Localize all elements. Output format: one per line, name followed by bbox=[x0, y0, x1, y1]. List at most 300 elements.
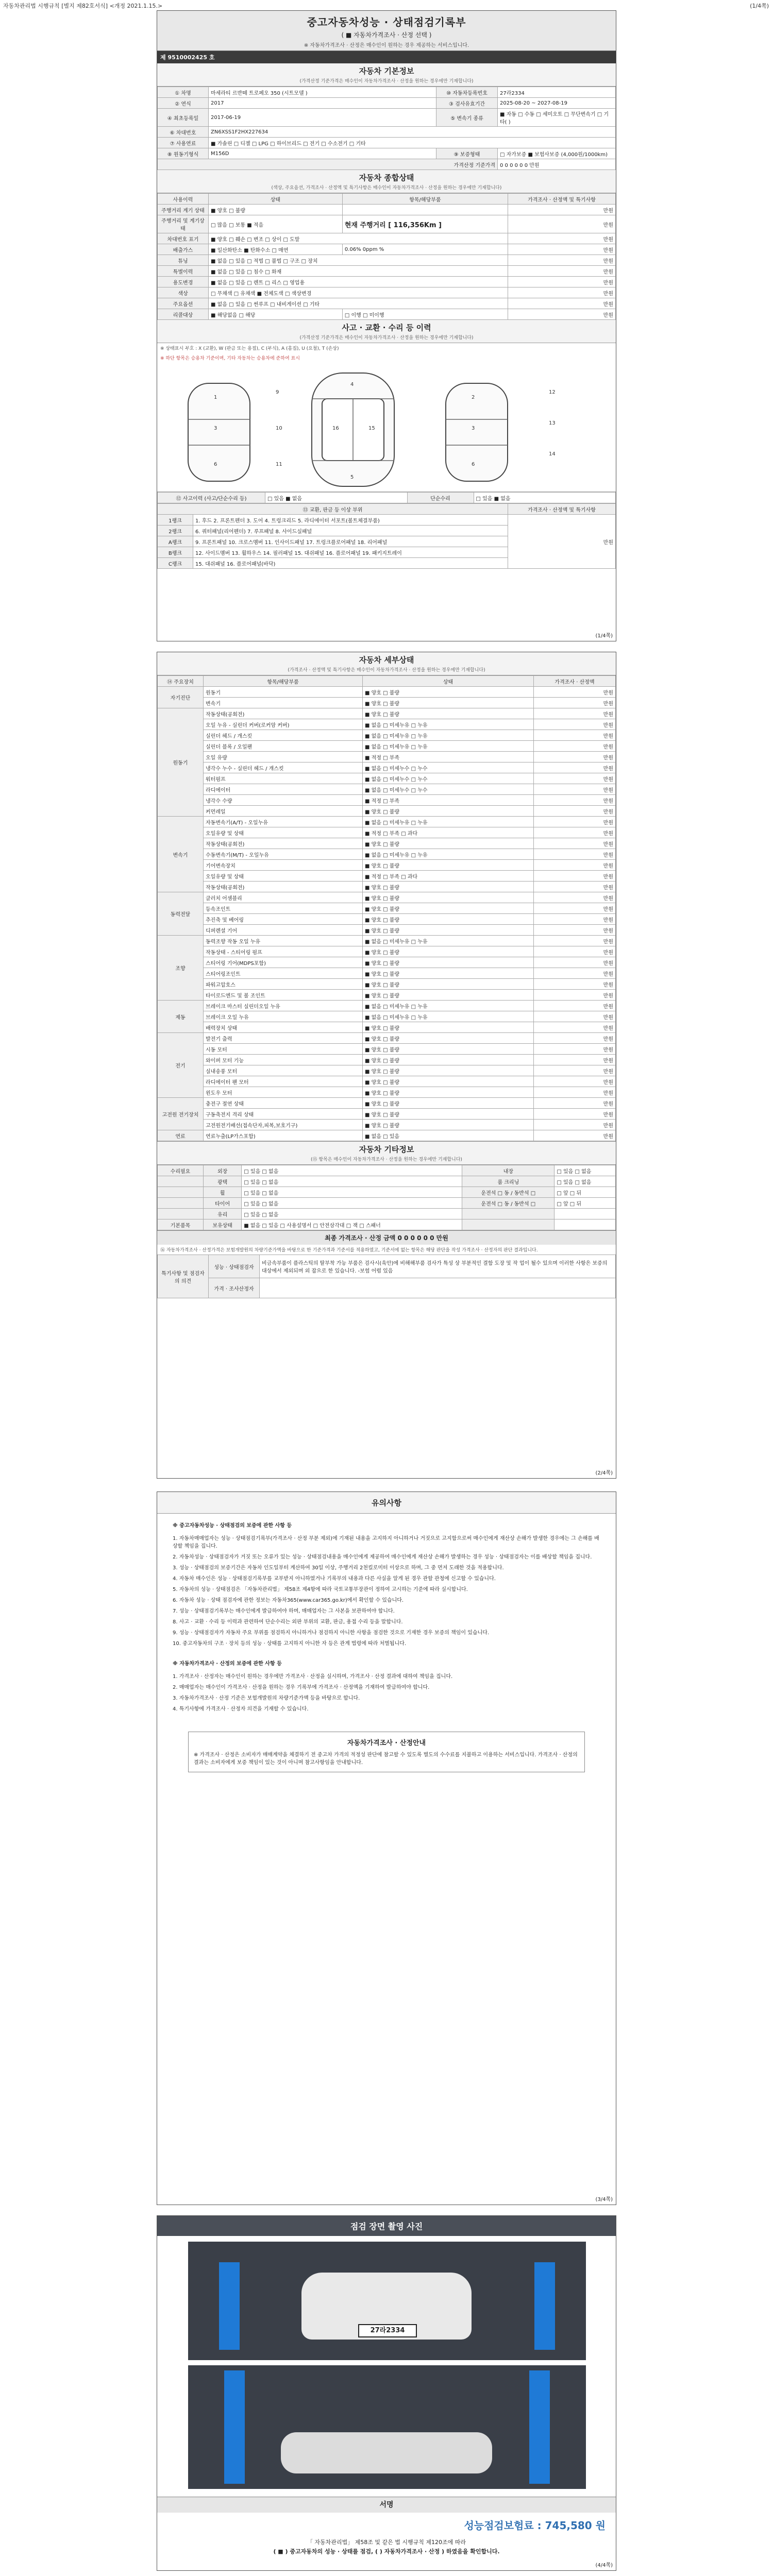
item-label: 오일유량 및 상태 bbox=[204, 827, 363, 838]
svg-text:5: 5 bbox=[350, 474, 354, 480]
other-cell bbox=[158, 1187, 204, 1198]
svg-text:2: 2 bbox=[472, 395, 475, 400]
item-label: 냉각수 누수 - 실린더 헤드 / 개스킷 bbox=[204, 762, 363, 773]
other-cell: □ 앞 □ 뒤 bbox=[554, 1198, 616, 1209]
value-inspection-validity: 2025-08-20 ~ 2027-08-19 bbox=[498, 98, 616, 109]
item-label: 스티어링조인트 bbox=[204, 968, 363, 979]
rank-label: 2랭크 bbox=[158, 526, 193, 536]
notice-item: 2. 자동차성능 · 상태점검자가 거짓 또는 오류가 있는 성능 · 상태점검내용을 매수인에게 제공하여 매수인에게 재산상 손해가 발생하는 경우 성능 · 상태점검자는 이를 배상할 책임을 집니다. bbox=[173, 1554, 592, 1560]
item-state: ■ 없음 □ 미세누유 □ 누유 bbox=[363, 730, 534, 741]
row-extra: 만원 bbox=[508, 287, 616, 298]
table-row bbox=[158, 1022, 616, 1033]
table-row bbox=[158, 708, 616, 719]
notice-item: 10. 중고자동차의 구조 · 장치 등의 성능 · 상태를 고지하지 아니한 자 등은 관계 법령에 따라 처벌됩니다. bbox=[173, 1641, 407, 1647]
row-label: 주행거리 계기 상태 bbox=[158, 205, 209, 215]
table-row bbox=[158, 266, 616, 277]
car-lifted-image bbox=[281, 2432, 492, 2473]
table-row bbox=[158, 277, 616, 287]
item-label: 실린더 헤드 / 개스킷 bbox=[204, 730, 363, 741]
svg-text:3: 3 bbox=[472, 426, 475, 431]
row-value: 0.06% 0ppm % bbox=[342, 244, 508, 255]
label-first-registration: ④ 최초등록일 bbox=[158, 109, 209, 127]
item-label: 작동상태 - 스티어링 펌프 bbox=[204, 946, 363, 957]
item-label: 브레이크 마스터 실린더오일 누유 bbox=[204, 1001, 363, 1011]
inspector-label: 성능 · 상태점검자 bbox=[209, 1255, 260, 1278]
insurance-fee: 성능점검보험료 : 745,580 원 bbox=[464, 2519, 606, 2532]
item-state: ■ 양호 □ 불량 bbox=[363, 903, 534, 914]
table-row bbox=[158, 936, 616, 946]
item-label: 수동변속기(M/T) - 오일누유 bbox=[204, 849, 363, 860]
table-row bbox=[158, 795, 616, 806]
item-state: ■ 양호 □ 불량 bbox=[363, 838, 534, 849]
item-label: 오일유량 및 상태 bbox=[204, 871, 363, 882]
form-notice: ※ 자동차가격조사 · 산정은 매수인이 원하는 경우 제공하는 서비스입니다. bbox=[304, 43, 469, 48]
other-title: 자동차 기타정보 bbox=[359, 1145, 414, 1154]
item-state: ■ 없음 □ 미세누유 □ 누유 bbox=[363, 1001, 534, 1011]
value-first-registration: 2017-06-19 bbox=[209, 109, 436, 127]
item-price: 만원 bbox=[534, 1120, 616, 1130]
label-year: ② 연식 bbox=[158, 98, 209, 109]
rank-label: 1랭크 bbox=[158, 515, 193, 526]
table-row bbox=[158, 957, 616, 968]
row-state: ■ 해당없음 □ 해당 bbox=[209, 309, 343, 320]
item-state: ■ 없음 □ 미세누유 □ 누유 bbox=[363, 1011, 534, 1022]
item-state: ■ 양호 □ 불량 bbox=[363, 1065, 534, 1076]
notice-item: 3. 자동차가격조사 · 산정 기준은 보험개발원의 차량기준가액 등을 바탕으로 합니다. bbox=[173, 1696, 360, 1701]
label-warranty: ⑨ 보증형태 bbox=[436, 148, 498, 159]
item-price: 만원 bbox=[534, 773, 616, 784]
basic-info-note: (가격산정 기준가격은 매수인이 자동차가격조사 · 산정을 원하는 경우에만 기재합니다) bbox=[299, 79, 474, 84]
item-label: 오일 누유 - 실린더 커버(로커암 커버) bbox=[204, 719, 363, 730]
item-price: 만원 bbox=[534, 1076, 616, 1087]
notice-body bbox=[157, 1514, 616, 1721]
item-label: 구동축전지 격리 상태 bbox=[204, 1109, 363, 1120]
svg-text:15: 15 bbox=[368, 426, 375, 431]
item-price: 만원 bbox=[534, 990, 616, 1001]
item-price: 만원 bbox=[534, 1001, 616, 1011]
other-cell: □ 있음 □ 없음 bbox=[242, 1209, 462, 1219]
row-extra: 만원 bbox=[508, 244, 616, 255]
parts-table bbox=[157, 503, 616, 569]
item-state: ■ 없음 □ 미세누유 □ 누유 bbox=[363, 741, 534, 752]
notice-subtitle-2: ※ 자동차가격조사 · 산정의 보증에 관한 사항 등 bbox=[173, 1661, 282, 1667]
table-row bbox=[158, 968, 616, 979]
item-label: 발전기 출력 bbox=[204, 1033, 363, 1044]
item-label: 동력조향 작동 오일 누유 bbox=[204, 936, 363, 946]
notice-list-1 bbox=[173, 1535, 600, 1648]
label-inspection-validity: ③ 검사유효기간 bbox=[436, 98, 498, 109]
table-row bbox=[158, 1055, 616, 1065]
summary-col-state: 상태 bbox=[209, 194, 343, 205]
accident-title: 사고 · 교환 · 수리 등 이력 bbox=[342, 323, 431, 332]
page-3 bbox=[157, 1492, 616, 2205]
special-notes-table bbox=[157, 1255, 616, 1298]
item-state: ■ 양호 □ 불량 bbox=[363, 698, 534, 708]
item-label: 충전구 절연 상태 bbox=[204, 1098, 363, 1109]
item-label: 작동상태(공회전) bbox=[204, 708, 363, 719]
row-extra: 만원 bbox=[508, 266, 616, 277]
table-row bbox=[158, 1109, 616, 1120]
item-label: 연료누출(LP가스포함) bbox=[204, 1130, 363, 1141]
appraisal-guide-box bbox=[188, 1732, 585, 1772]
item-price: 만원 bbox=[534, 849, 616, 860]
other-cell: □ 있음 □ 없음 bbox=[554, 1165, 616, 1176]
other-cell bbox=[158, 1209, 204, 1219]
other-cell bbox=[462, 1219, 554, 1230]
table-row bbox=[158, 979, 616, 990]
notice-item: 7. 성능 · 상태점검기록부는 매수인에게 발급하여야 하며, 매매업자는 그 사본을 보관하여야 합니다. bbox=[173, 1608, 395, 1614]
item-label: 파워고압호스 bbox=[204, 979, 363, 990]
page-number: (1/4쪽) bbox=[595, 633, 613, 639]
item-price: 만원 bbox=[534, 762, 616, 773]
other-cell bbox=[462, 1209, 554, 1219]
form-subtitle: ( ■ 자동차가격조사 · 산정 선택 ) bbox=[341, 31, 432, 39]
item-state: ■ 양호 □ 불량 bbox=[363, 1044, 534, 1055]
table-row bbox=[158, 762, 616, 773]
row-label: 차대번호 표기 bbox=[158, 233, 209, 244]
table-row bbox=[158, 1011, 616, 1022]
label-plate: ⑩ 자동차등록번호 bbox=[436, 87, 498, 98]
item-price: 만원 bbox=[534, 979, 616, 990]
row-state: ■ 없음 □ 있음 □ 썬루프 □ 내비게이션 □ 기타 bbox=[209, 298, 508, 309]
item-state: ■ 양호 □ 불량 bbox=[363, 957, 534, 968]
table-row bbox=[158, 773, 616, 784]
item-price: 만원 bbox=[534, 730, 616, 741]
table-row bbox=[158, 1033, 616, 1044]
other-cell: ■ 없음 □ 있음 □ 사용설명서 □ 안전삼각대 □ 잭 □ 스패너 bbox=[242, 1219, 462, 1230]
item-state: ■ 없음 □ 미세누수 □ 누수 bbox=[363, 773, 534, 784]
item-state: ■ 양호 □ 불량 bbox=[363, 1109, 534, 1120]
accident-history-table bbox=[157, 492, 616, 503]
item-price: 만원 bbox=[534, 795, 616, 806]
table-row bbox=[158, 298, 616, 309]
item-label: 오일 유량 bbox=[204, 752, 363, 762]
item-price: 만원 bbox=[534, 1033, 616, 1044]
item-state: ■ 양호 □ 불량 bbox=[363, 1098, 534, 1109]
basic-info-table bbox=[157, 87, 616, 170]
table-row bbox=[158, 1087, 616, 1098]
device-label: 제동 bbox=[158, 1001, 204, 1033]
table-row bbox=[158, 244, 616, 255]
row-extra: 만원 bbox=[508, 233, 616, 244]
value-year: 2017 bbox=[209, 98, 436, 109]
row-label: 주행거리 및 계기상태 bbox=[158, 215, 209, 233]
page-2 bbox=[157, 652, 616, 1479]
form-title: 중고자동차성능 · 상태점검기록부 bbox=[307, 16, 466, 28]
table-row bbox=[158, 871, 616, 882]
page-count: (1/4쪽) bbox=[750, 3, 769, 9]
item-state: ■ 양호 □ 불량 bbox=[363, 806, 534, 817]
summary-col-item: 항목/해당부품 bbox=[342, 194, 508, 205]
table-row bbox=[158, 205, 616, 215]
table-row bbox=[158, 215, 616, 233]
row-state: ■ 없음 □ 있음 □ 침수 □ 화재 bbox=[209, 266, 508, 277]
item-label: 브레이크 오일 누유 bbox=[204, 1011, 363, 1022]
notice-header bbox=[157, 1492, 616, 1514]
value-warranty: □ 자가보증 ■ 보험사보증 (4,000원/1000km) bbox=[498, 148, 616, 159]
detail-title: 자동차 세부상태 bbox=[359, 655, 414, 665]
other-cell: 외장 bbox=[204, 1165, 242, 1176]
svg-text:1: 1 bbox=[214, 395, 217, 400]
other-cell bbox=[554, 1219, 616, 1230]
item-state: ■ 양호 □ 불량 bbox=[363, 925, 534, 936]
value-plate: 27라2334 bbox=[498, 87, 616, 98]
table-row bbox=[158, 515, 616, 526]
item-state: ■ 양호 □ 불량 bbox=[363, 708, 534, 719]
rank-label: A랭크 bbox=[158, 536, 193, 547]
value-engine-type: M156D bbox=[209, 148, 436, 159]
table-row bbox=[158, 838, 616, 849]
summary-table bbox=[157, 193, 616, 320]
label-transmission: ⑤ 변속기 종류 bbox=[436, 109, 498, 127]
device-label: 고전원 전기장치 bbox=[158, 1098, 204, 1130]
svg-text:12: 12 bbox=[549, 389, 556, 395]
other-cell: □ 있음 □ 없음 bbox=[242, 1198, 462, 1209]
row-label: 배출가스 bbox=[158, 244, 209, 255]
notice-item: 1. 가격조사 · 산정자는 매수인이 원하는 경우에만 가격조사 · 산정을 실시하며, 가격조사 · 산정 결과에 대하여 책임을 집니다. bbox=[173, 1674, 453, 1680]
item-state: ■ 적정 □ 부족 bbox=[363, 752, 534, 762]
detail-table bbox=[157, 675, 616, 1141]
table-row bbox=[158, 946, 616, 957]
item-state: ■ 양호 □ 불량 bbox=[363, 914, 534, 925]
item-state: ■ 양호 □ 불량 bbox=[363, 1076, 534, 1087]
row-value bbox=[342, 205, 508, 215]
notice-list-2 bbox=[173, 1673, 600, 1713]
detail-note: (가격조사 · 산정액 및 특기사항은 매수인이 자동차가격조사 · 산정을 원하는 경우에만 기재합니다) bbox=[288, 668, 485, 673]
item-label: 워터펌프 bbox=[204, 773, 363, 784]
item-price: 만원 bbox=[534, 1022, 616, 1033]
item-state: ■ 양호 □ 불량 bbox=[363, 979, 534, 990]
row-extra: 만원 bbox=[508, 205, 616, 215]
item-price: 만원 bbox=[534, 1130, 616, 1141]
table-row bbox=[158, 752, 616, 762]
page-1 bbox=[157, 10, 616, 641]
other-cell bbox=[158, 1176, 204, 1187]
form-reference: 자동차관리법 시행규칙 [별지 제82호서식] <개정 2021.1.15.> bbox=[3, 3, 163, 9]
notice-item: 8. 사고 · 교환 · 수리 등 이력과 관련하여 단순수리는 외판 부위의 교환, 판금, 용접 수리 등을 말합니다. bbox=[173, 1619, 403, 1625]
photo-title: 점검 장면 촬영 사진 bbox=[157, 2216, 616, 2236]
notice-item: 4. 특기사항에 가격조사 · 산정자 의견을 기재할 수 있습니다. bbox=[173, 1706, 309, 1712]
table-row bbox=[158, 1130, 616, 1141]
item-state: ■ 적정 □ 부족 □ 과다 bbox=[363, 827, 534, 838]
car-diagram bbox=[157, 363, 616, 492]
special-notes-label: 특기사항 및 점검자의 의견 bbox=[158, 1255, 209, 1298]
item-price: 만원 bbox=[534, 1087, 616, 1098]
item-price: 만원 bbox=[534, 1044, 616, 1055]
value-car-name: 마세라티 르반떼 트로페오 350 (시트모델 ) bbox=[209, 87, 436, 98]
table-row bbox=[158, 255, 616, 266]
other-note: (⑮ 항목은 매수인이 자동차가격조사 · 산정을 원하는 경우에만 기재합니다) bbox=[311, 1157, 462, 1162]
other-cell: 광택 bbox=[204, 1176, 242, 1187]
device-label: 조향 bbox=[158, 936, 204, 1001]
final-price: 최종 가격조사 · 산정 금액 0 0 0 0 0 0 만원 bbox=[157, 1230, 616, 1245]
item-label: 원동기 bbox=[204, 687, 363, 698]
item-state: ■ 양호 □ 불량 bbox=[363, 892, 534, 903]
item-price: 만원 bbox=[534, 741, 616, 752]
item-price: 만원 bbox=[534, 784, 616, 795]
item-label: 시동 모터 bbox=[204, 1044, 363, 1055]
rank-label: C랭크 bbox=[158, 558, 193, 569]
table-row bbox=[158, 914, 616, 925]
svg-text:9: 9 bbox=[276, 389, 279, 395]
item-label: 실린더 블록 / 오일팬 bbox=[204, 741, 363, 752]
svg-text:16: 16 bbox=[332, 426, 339, 431]
label-vin: ⑥ 차대번호 bbox=[158, 127, 209, 138]
item-price: 만원 bbox=[534, 882, 616, 892]
device-label: 전기 bbox=[158, 1033, 204, 1098]
other-cell: 보유상태 bbox=[204, 1219, 242, 1230]
table-row bbox=[158, 990, 616, 1001]
row-state: ■ 양호 □ 훼손 □ 변조 □ 상이 □ 도말 bbox=[209, 233, 508, 244]
svg-text:13: 13 bbox=[549, 420, 556, 426]
other-cell bbox=[158, 1198, 204, 1209]
row-label: 색상 bbox=[158, 287, 209, 298]
top-bar bbox=[0, 0, 773, 9]
item-state: ■ 양호 □ 불량 bbox=[363, 882, 534, 892]
row-extra: 만원 bbox=[508, 298, 616, 309]
other-info-table bbox=[157, 1165, 616, 1230]
item-label: 고전원전기배선(접속단자,피복,보호기구) bbox=[204, 1120, 363, 1130]
table-row bbox=[158, 827, 616, 838]
table-row bbox=[158, 860, 616, 871]
page-number: (2/4쪽) bbox=[595, 1470, 613, 1476]
svg-text:4: 4 bbox=[350, 382, 354, 387]
page-4 bbox=[157, 2215, 616, 2571]
other-cell bbox=[554, 1209, 616, 1219]
item-label: 기어변속장치 bbox=[204, 860, 363, 871]
item-price: 만원 bbox=[534, 838, 616, 849]
other-cell: 휠 bbox=[204, 1187, 242, 1198]
item-state: ■ 양호 □ 불량 bbox=[363, 968, 534, 979]
inspection-photo-under bbox=[188, 2365, 586, 2489]
item-state: ■ 없음 □ 미세누유 □ 누유 bbox=[363, 719, 534, 730]
item-price: 만원 bbox=[534, 946, 616, 957]
page-number: (3/4쪽) bbox=[595, 2197, 613, 2202]
item-price: 만원 bbox=[534, 1109, 616, 1120]
svg-text:6: 6 bbox=[214, 462, 217, 467]
appraiser-opinion bbox=[260, 1278, 616, 1298]
item-price: 만원 bbox=[534, 698, 616, 708]
item-label: 라디에이터 bbox=[204, 784, 363, 795]
item-state: ■ 양호 □ 불량 bbox=[363, 1033, 534, 1044]
inspector-opinion: 비금속부품이 플라스틱의 탈부착 가능 부품은 검사시(육안)에 비해해부품 검사가 특성 상 부분적인 결함 도장 및 작 업이 될수 있으며 이러한 사항은 보증의 대상에서 제외되며 외 잡으로 한 있습니다. -보험 어렵 있음 bbox=[260, 1255, 616, 1278]
item-price: 만원 bbox=[534, 914, 616, 925]
table-row bbox=[158, 309, 616, 320]
item-state: ■ 양호 □ 불량 bbox=[363, 990, 534, 1001]
table-row bbox=[158, 882, 616, 892]
row-extra: 만원 bbox=[508, 215, 616, 233]
table-row bbox=[158, 784, 616, 795]
footer-line-1: 「 자동차관리법」 제58조 및 같은 법 시행규칙 제120조에 따라 bbox=[307, 2539, 466, 2546]
notice-subtitle-1: ※ 중고자동차성능 · 상태점검의 보증에 관한 사항 등 bbox=[173, 1523, 292, 1529]
other-cell: □ 있음 □ 없음 bbox=[242, 1176, 462, 1187]
lift-column bbox=[534, 2262, 555, 2350]
item-state: ■ 양호 □ 불량 bbox=[363, 946, 534, 957]
other-cell: 운전석 □ 동 / 동반석 □ bbox=[462, 1187, 554, 1198]
row-label: 주요옵션 bbox=[158, 298, 209, 309]
item-price: 만원 bbox=[534, 892, 616, 903]
other-cell: □ 앞 □ 뒤 bbox=[554, 1187, 616, 1198]
value-price-base: 0 0 0 0 0 0 만원 bbox=[498, 159, 616, 170]
item-state: ■ 적정 □ 부족 □ 과다 bbox=[363, 871, 534, 882]
accident-legend-2: ※ 하단 항목은 승용차 기준이며, 기타 자동차는 승용차에 준하여 표시 bbox=[160, 356, 300, 361]
notice-item: 3. 성능 · 상태점검의 보증기간은 자동차 인도일부터 계산하여 30일 이상, 주행거리 2천킬로미터 이상으로 하며, 그 중 먼저 도래한 것을 적용합니다. bbox=[173, 1565, 504, 1571]
item-price: 만원 bbox=[534, 687, 616, 698]
item-label: 디퍼렌셜 기어 bbox=[204, 925, 363, 936]
appraiser-label: 가격 · 조사산정자 bbox=[209, 1278, 260, 1298]
label-price-base: 가격산정 기준가격 bbox=[158, 159, 498, 170]
item-label: 스티어링 기어(MDPS포함) bbox=[204, 957, 363, 968]
row-state: ■ 없음 □ 있음 □ 적법 □ 불법 □ 구조 □ 장치 bbox=[209, 255, 508, 266]
row-state: ■ 없음 □ 있음 □ 렌트 □ 리스 □ 영업용 bbox=[209, 277, 508, 287]
accident-note: (가격산정 기준가격은 매수인이 자동차가격조사 · 산정을 원하는 경우에만 기재합니다) bbox=[299, 335, 474, 341]
item-state: ■ 없음 □ 미세누수 □ 누수 bbox=[363, 784, 534, 795]
device-label: 연료 bbox=[158, 1130, 204, 1141]
item-label: 작동상태(공회전) bbox=[204, 882, 363, 892]
device-label: 동력전달 bbox=[158, 892, 204, 936]
item-price: 만원 bbox=[534, 1011, 616, 1022]
value-vin: ZN6XSS1F2HX227634 bbox=[209, 127, 616, 138]
item-label: 작동상태(공회전) bbox=[204, 838, 363, 849]
table-row bbox=[158, 806, 616, 817]
rank-items: 6. 쿼터패널(리어펜더) 7. 루프패널 8. 사이드실패널 bbox=[193, 526, 508, 536]
row-state: ■ 양호 □ 불량 bbox=[209, 205, 343, 215]
row-value: □ 이행 □ 미이행 bbox=[342, 309, 508, 320]
item-state: ■ 양호 □ 불량 bbox=[363, 1087, 534, 1098]
item-state: ■ 양호 □ 불량 bbox=[363, 1120, 534, 1130]
notice-item: 6. 자동차 성능 · 상태 점검자에 관한 정보는 자동차365(www.car365.go.kr)에서 확인할 수 있습니다. bbox=[173, 1598, 404, 1603]
other-cell: 기본품목 bbox=[158, 1219, 204, 1230]
item-label: 라디에이터 팬 모터 bbox=[204, 1076, 363, 1087]
item-state: ■ 양호 □ 불량 bbox=[363, 687, 534, 698]
item-price: 만원 bbox=[534, 860, 616, 871]
other-cell: 운전석 □ 동 / 동반석 □ bbox=[462, 1198, 554, 1209]
value-simple-repair: □ 있음 ■ 없음 bbox=[474, 493, 616, 503]
item-price: 만원 bbox=[534, 708, 616, 719]
row-state: ■ 일산화탄소 ■ 탄화수소 □ 매연 bbox=[209, 244, 343, 255]
row-state: □ 무채색 □ 유채색 ■ 전체도색 □ 색상변경 bbox=[209, 287, 508, 298]
parts-extra: 만원 bbox=[508, 515, 616, 569]
rank-items: 9. 프론트패널 10. 크로스멤버 11. 인사이드패널 17. 트렁크플로어패널 18. 리어패널 bbox=[193, 536, 508, 547]
lift-column bbox=[529, 2370, 550, 2484]
record-number: 제 9510002425 호 bbox=[157, 51, 616, 63]
detail-col-state: 상태 bbox=[363, 676, 534, 687]
value-accident-history: □ 있음 ■ 없음 bbox=[265, 493, 408, 503]
other-cell: □ 있음 □ 없음 bbox=[554, 1176, 616, 1187]
item-label: 등속조인트 bbox=[204, 903, 363, 914]
row-extra: 만원 bbox=[508, 309, 616, 320]
notice-item: 1. 자동차매매업자는 성능 · 상태점검기록부(가격조사 · 산정 부분 제외)에 기재된 내용을 고지하지 아니하거나 거짓으로 고지함으로써 매수인에게 재산상 손해가 발생한 경우에는 그 손해를 배상할 책임을 집니다. bbox=[173, 1536, 599, 1549]
value-transmission: ■ 자동 □ 수동 □ 세미오토 □ 무단변속기 □ 기타( ) bbox=[498, 109, 616, 127]
table-row bbox=[158, 719, 616, 730]
item-label: 자동변속기(A/T) - 오일누유 bbox=[204, 817, 363, 827]
rank-items: 12. 사이드멤버 13. 휠하우스 14. 필러패널 15. 대쉬패널 16. 플로어패널 19. 패키지트레이 bbox=[193, 547, 508, 558]
table-row bbox=[158, 1187, 616, 1198]
table-row bbox=[158, 730, 616, 741]
table-row bbox=[158, 849, 616, 860]
basic-info-header bbox=[157, 63, 616, 87]
table-row bbox=[158, 1120, 616, 1130]
notice-item: 2. 매매업자는 매수인이 가격조사 · 산정을 원하는 경우 기록부에 가격조사 · 산정액을 기재하여 발급하여야 합니다. bbox=[173, 1685, 430, 1690]
summary-col-history: 사용이력 bbox=[158, 194, 209, 205]
item-label: 변속기 bbox=[204, 698, 363, 708]
item-label: 배력장치 상태 bbox=[204, 1022, 363, 1033]
item-label: 실내송풍 모터 bbox=[204, 1065, 363, 1076]
basic-info-title: 자동차 기본정보 bbox=[359, 66, 414, 76]
row-label: 용도변경 bbox=[158, 277, 209, 287]
item-state: ■ 적정 □ 부족 bbox=[363, 795, 534, 806]
item-state: ■ 양호 □ 불량 bbox=[363, 860, 534, 871]
